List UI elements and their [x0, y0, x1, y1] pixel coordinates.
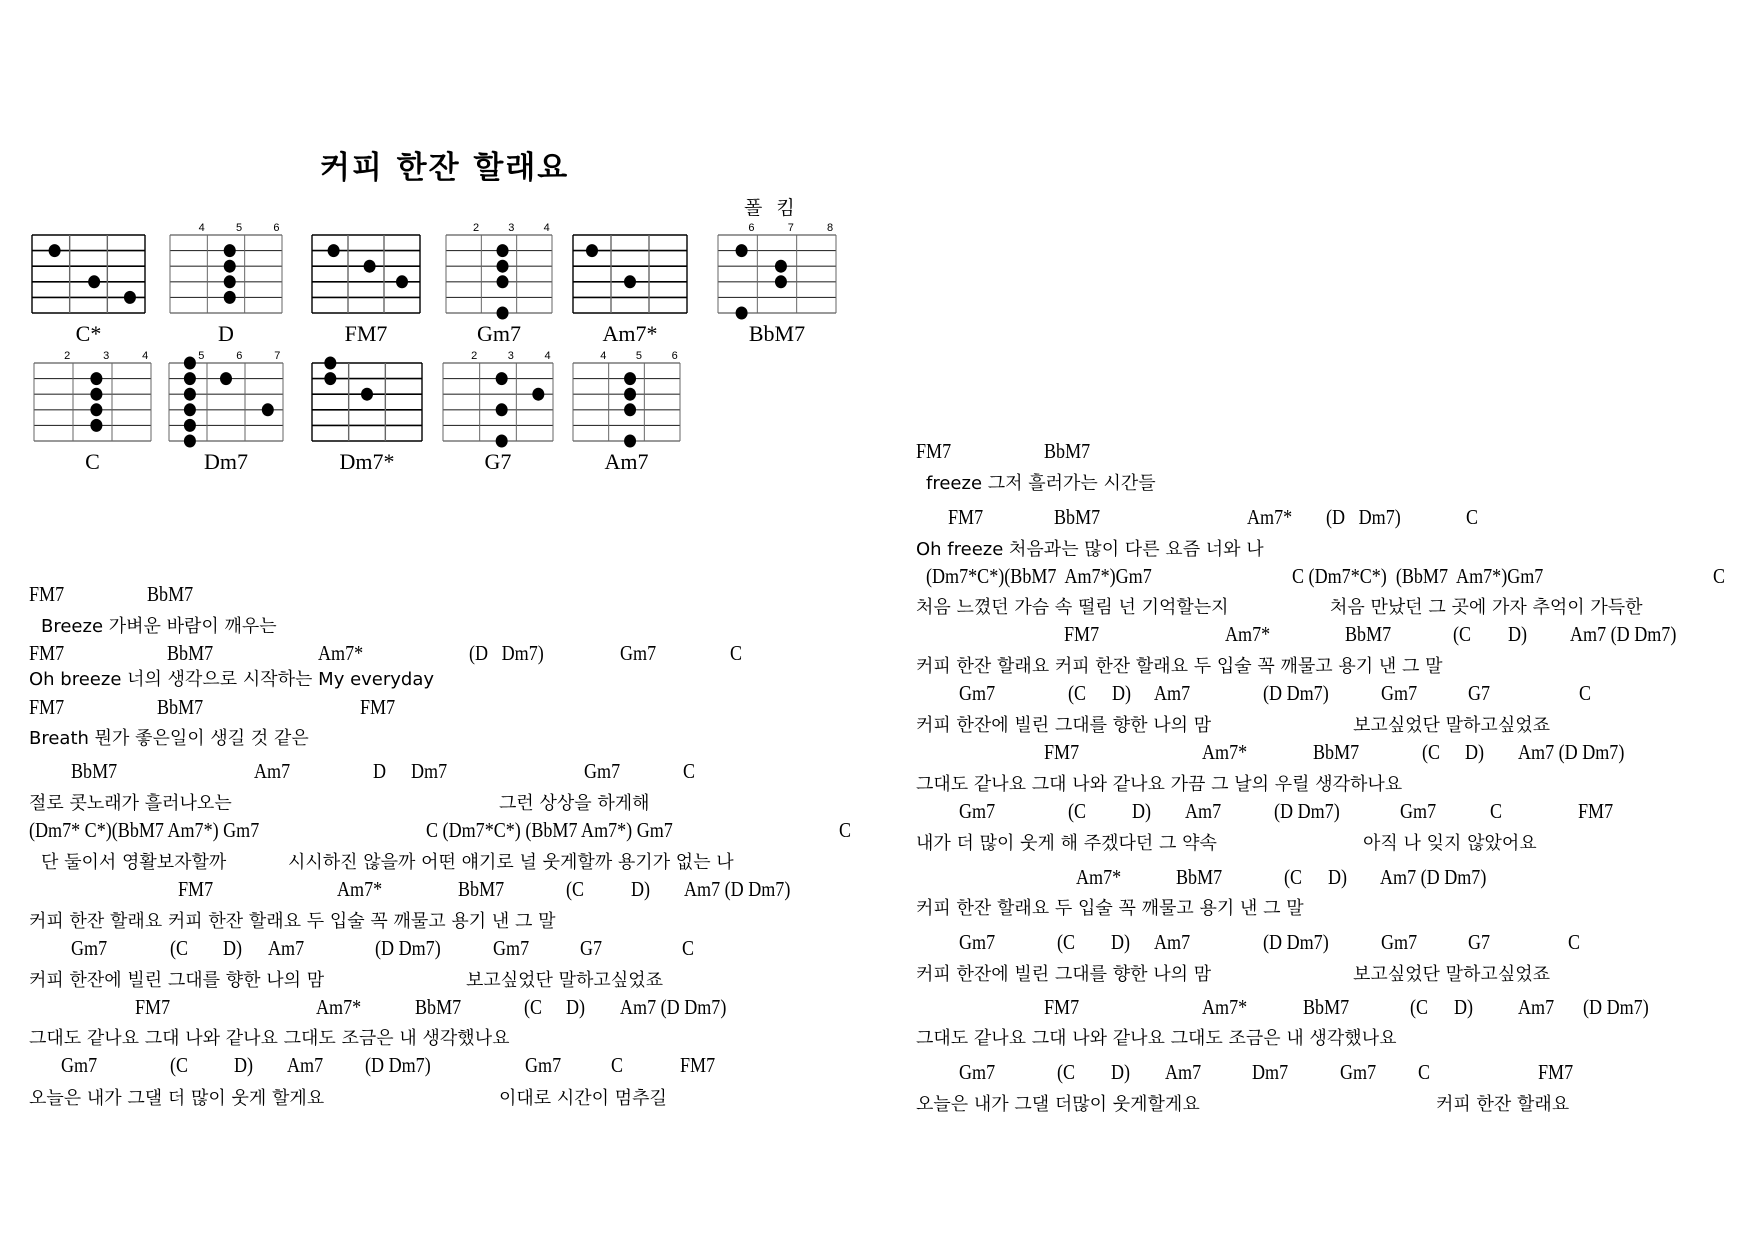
- fret-number: 6: [748, 222, 755, 234]
- chord-symbol: FM7: [1064, 622, 1100, 646]
- finger-dot: [90, 403, 102, 416]
- chord-symbol: FM7: [29, 641, 65, 665]
- finger-dot: [586, 244, 598, 257]
- lyric-text: 절로 콧노래가 흘러나오는: [29, 793, 232, 814]
- chord-symbol: Gm7: [1381, 930, 1418, 954]
- chord-symbol: Dm7: [1252, 1060, 1289, 1084]
- chord-symbol: FM7: [29, 695, 65, 719]
- chord-symbol: FM7: [916, 439, 952, 463]
- chord-symbol: Am7*: [337, 877, 383, 901]
- chord-diagram: [446, 222, 552, 313]
- lyric-text: Oh breeze 너의 생각으로 시작하는 My everyday: [29, 669, 435, 690]
- finger-dot: [496, 435, 508, 448]
- lyric-text: 오늘은 내가 그댈 더많이 웃게할게요: [916, 1094, 1200, 1115]
- lyric-text: 단 둘이서 영활보자할까: [41, 852, 227, 873]
- chord-symbol: BbM7: [1176, 865, 1223, 889]
- fret-number: 4: [600, 350, 607, 362]
- lyric-text: 커피 한잔에 빌린 그대를 향한 나의 맘: [916, 715, 1212, 736]
- lyric-text: Breath 뭔가 좋은일이 생길 것 같은: [29, 728, 309, 749]
- chord-symbol: FM7: [1538, 1060, 1574, 1084]
- chord-symbol: Am7: [268, 936, 305, 960]
- chord-symbol: Dm7: [411, 759, 448, 783]
- chord-name: Dm7*: [339, 449, 395, 474]
- fretboard-grid: [169, 350, 283, 441]
- lyric-text: 커피 한잔 할래요 커피 한잔 할래요 두 입술 꼭 깨물고 용기 낸 그 말: [29, 911, 556, 932]
- chord-symbol: BbM7: [157, 695, 204, 719]
- chord-symbol: FM7: [1578, 799, 1614, 823]
- chord-symbol: D): [1465, 740, 1485, 764]
- chord-symbol: D): [1132, 799, 1152, 823]
- lyric-text: 그대도 같나요 그대 나와 같나요 그대도 조금은 내 생각했나요: [29, 1028, 510, 1049]
- chord-symbol: (D Dm7): [375, 936, 441, 960]
- finger-dot: [220, 372, 232, 385]
- chord-symbol: BbM7: [458, 877, 505, 901]
- chord-symbol: Am7 (D Dm7): [1518, 740, 1625, 764]
- lyric-text: freeze 그저 흘러가는 시간들: [926, 473, 1156, 494]
- chord-symbol: Am7: [1518, 995, 1555, 1019]
- fretboard-grid: [443, 350, 553, 441]
- chord-symbol: (C: [1453, 622, 1472, 646]
- lyric-text: 아직 나 잊지 않았어요: [1363, 833, 1537, 854]
- chord-symbol: G7: [1468, 930, 1491, 954]
- fret-number: 7: [274, 350, 281, 362]
- chord-symbol: Gm7: [959, 799, 996, 823]
- chord-symbol: Am7 (D Dm7): [620, 995, 727, 1019]
- chord-symbol: D): [1111, 1060, 1131, 1084]
- finger-dot: [624, 275, 636, 288]
- chord-symbol: BbM7: [415, 995, 462, 1019]
- fret-number: 5: [635, 350, 643, 362]
- fretboard-grid: [34, 350, 151, 441]
- chord-diagram: [169, 350, 283, 441]
- chord-symbol: D): [1454, 995, 1474, 1019]
- chord-symbol: BbM7: [71, 759, 118, 783]
- fret-number: 2: [471, 350, 478, 362]
- chord-symbol: Gm7: [959, 1060, 996, 1084]
- chord-symbol: D): [1328, 865, 1348, 889]
- fret-number: 4: [543, 222, 550, 234]
- lyric-text: 이대로 시간이 멈추길: [499, 1088, 667, 1109]
- finger-dot: [88, 275, 100, 288]
- finger-dot: [396, 275, 408, 288]
- chord-symbol: Gm7: [61, 1053, 98, 1077]
- chord-symbol: Am7 (D Dm7): [684, 877, 791, 901]
- chord-symbol: Gm7: [584, 759, 621, 783]
- chord-symbol: BbM7: [1044, 439, 1091, 463]
- chord-symbol: Am7*: [1225, 622, 1271, 646]
- chord-symbol: BbM7: [167, 641, 214, 665]
- chord-symbol: Am7*: [316, 995, 362, 1019]
- lyric-text: 커피 한잔에 빌린 그대를 향한 나의 맘: [29, 970, 325, 991]
- chord-symbol: (C: [1410, 995, 1429, 1019]
- song-title: 커피 한잔 할래요: [320, 150, 570, 186]
- finger-dot: [184, 435, 196, 448]
- chord-symbol: (D Dm7): [1326, 505, 1401, 529]
- lyric-text: 보고싶었단 말하고싶었죠: [1353, 715, 1550, 736]
- fretboard-grid: [573, 235, 687, 313]
- chord-symbol: Am7: [1154, 930, 1191, 954]
- lyric-text: 커피 한잔 할래요 두 입술 꼭 깨물고 용기 낸 그 말: [916, 898, 1304, 919]
- chord-symbol: FM7: [360, 695, 396, 719]
- chord-diagram: [32, 235, 145, 313]
- chord-symbol: Am7: [254, 759, 291, 783]
- chord-symbol: D): [566, 995, 586, 1019]
- fretboard-grid: [312, 363, 422, 441]
- finger-dot: [124, 291, 136, 304]
- chord-symbol: Am7: [1154, 681, 1191, 705]
- chord-symbol: G7: [580, 936, 603, 960]
- chord-symbol: Gm7: [959, 681, 996, 705]
- chord-diagram: [312, 235, 420, 313]
- chord-symbol: Am7*: [1202, 995, 1248, 1019]
- chord-symbol: D: [373, 759, 387, 783]
- chord-symbol: BbM7: [1345, 622, 1392, 646]
- chord-symbol: Am7: [287, 1053, 324, 1077]
- finger-dot: [736, 307, 748, 320]
- fret-number: 2: [64, 350, 71, 362]
- finger-dot: [361, 388, 373, 401]
- chord-symbol: C: [611, 1053, 624, 1077]
- finger-dot: [324, 357, 336, 370]
- finger-dot: [624, 388, 636, 401]
- lyric-text: 보고싶었단 말하고싶었죠: [466, 970, 663, 991]
- chord-symbol: C: [1418, 1060, 1431, 1084]
- chord-symbol: (D Dm7): [365, 1053, 431, 1077]
- finger-dot: [184, 403, 196, 416]
- fret-number: 6: [273, 222, 280, 234]
- artist-name: 폴 킴: [744, 197, 799, 219]
- finger-dot: [90, 388, 102, 401]
- finger-dot: [328, 244, 340, 257]
- finger-dot: [496, 372, 508, 385]
- chord-symbol: FM7: [948, 505, 984, 529]
- finger-dot: [497, 260, 509, 273]
- finger-dot: [736, 244, 748, 257]
- finger-dot: [224, 291, 236, 304]
- chord-symbol: (D Dm7): [1583, 995, 1649, 1019]
- finger-dot: [90, 419, 102, 432]
- chord-symbol: FM7: [29, 582, 65, 606]
- finger-dot: [532, 388, 544, 401]
- finger-dot: [624, 435, 636, 448]
- chord-diagram: [312, 363, 422, 441]
- lyric-text: 커피 한잔 할래요 커피 한잔 할래요 두 입술 꼭 깨물고 용기 낸 그 말: [916, 656, 1443, 677]
- chord-symbol: Gm7: [1400, 799, 1437, 823]
- chord-symbol: (C: [566, 877, 585, 901]
- finger-dot: [262, 403, 274, 416]
- finger-dot: [90, 372, 102, 385]
- chord-symbol: Gm7: [959, 930, 996, 954]
- finger-dot: [775, 260, 787, 273]
- chord-symbol: (C: [1422, 740, 1441, 764]
- finger-dot: [184, 388, 196, 401]
- finger-dot: [224, 244, 236, 257]
- chord-symbol: (C: [1068, 799, 1087, 823]
- finger-dot: [224, 260, 236, 273]
- lyric-text: 그런 상상을 하게해: [499, 793, 650, 814]
- chord-symbol: Am7 (D Dm7): [1570, 622, 1677, 646]
- chord-symbol: D): [223, 936, 243, 960]
- chord-symbol: C (Dm7*C*) (BbM7 Am7*) Gm7: [426, 818, 673, 842]
- chord-name: Am7*: [602, 321, 658, 346]
- chord-symbol: C: [1713, 564, 1726, 588]
- chord-symbol: C (Dm7*C*) (BbM7 Am7*)Gm7: [1292, 564, 1544, 588]
- chord-symbol: C: [682, 936, 695, 960]
- finger-dot: [497, 275, 509, 288]
- finger-dot: [364, 260, 376, 273]
- finger-dot: [224, 275, 236, 288]
- lyric-text: 보고싶었단 말하고싶었죠: [1353, 964, 1550, 985]
- chord-symbol: (D Dm7): [469, 641, 544, 665]
- chord-diagram: [573, 350, 680, 441]
- chord-diagram: [573, 235, 687, 313]
- chord-symbol: Gm7: [525, 1053, 562, 1077]
- chord-symbol: (C: [524, 995, 543, 1019]
- chord-symbol: (C: [1068, 681, 1087, 705]
- chord-diagram: [718, 222, 836, 313]
- lyric-text: Breeze 가벼운 바람이 깨우는: [41, 616, 277, 637]
- chord-symbol: C: [730, 641, 743, 665]
- lyric-text: 처음 느꼈던 가슴 속 떨림 넌 기억할는지: [916, 597, 1229, 618]
- chord-symbol: FM7: [1044, 995, 1080, 1019]
- fretboard-grid: [446, 222, 552, 313]
- fretboard-grid: [573, 350, 680, 441]
- chord-symbol: Am7: [1165, 1060, 1202, 1084]
- chord-symbol: Gm7: [1340, 1060, 1377, 1084]
- chord-symbol: Gm7: [493, 936, 530, 960]
- fret-number: 4: [198, 222, 205, 234]
- chord-name: Dm7: [204, 449, 248, 474]
- lyric-text: 커피 한잔에 빌린 그대를 향한 나의 맘: [916, 964, 1212, 985]
- chord-symbol: (C: [1284, 865, 1303, 889]
- finger-dot: [497, 307, 509, 320]
- finger-dot: [624, 403, 636, 416]
- lyric-text: 시시하진 않을까 어떤 얘기로 널 웃게할까 용기가 없는 나: [288, 852, 734, 873]
- fretboard-grid: [718, 222, 836, 313]
- lyric-text: 오늘은 내가 그댈 더 많이 웃게 할게요: [29, 1088, 325, 1109]
- chord-symbol: Am7*: [318, 641, 364, 665]
- chord-symbol: BbM7: [1303, 995, 1350, 1019]
- chord-symbol: BbM7: [1054, 505, 1101, 529]
- lyric-text: 그대도 같나요 그대 나와 같나요 가끔 그 날의 우릴 생각하나요: [916, 774, 1403, 795]
- chord-symbol: Gm7: [71, 936, 108, 960]
- chord-name: FM7: [344, 321, 388, 346]
- chord-symbol: D): [1508, 622, 1528, 646]
- chord-symbol: (Dm7* C*)(BbM7 Am7*) Gm7: [29, 818, 260, 842]
- chord-symbol: FM7: [680, 1053, 716, 1077]
- chord-symbol: Am7: [1185, 799, 1222, 823]
- finger-dot: [497, 244, 509, 257]
- lyric-text: 내가 더 많이 웃게 해 주겠다던 그 약속: [916, 833, 1217, 854]
- fret-number: 3: [103, 350, 110, 362]
- finger-dot: [324, 372, 336, 385]
- lyric-text: Oh freeze 처음과는 많이 다른 요즘 너와 나: [916, 539, 1264, 560]
- lyric-text: 처음 만났던 그 곳에 가자 추억이 가득한: [1330, 597, 1643, 618]
- chord-symbol: Am7*: [1202, 740, 1248, 764]
- chord-symbol: C: [839, 818, 852, 842]
- chord-symbol: C: [683, 759, 696, 783]
- chord-name: Gm7: [477, 321, 521, 346]
- chord-symbol: D): [631, 877, 651, 901]
- chord-symbol: D): [234, 1053, 254, 1077]
- chord-symbol: Am7*: [1247, 505, 1293, 529]
- lyric-text: 그대도 같나요 그대 나와 같나요 그대도 조금은 내 생각했나요: [916, 1028, 1397, 1049]
- fret-number: 4: [142, 350, 149, 362]
- chord-symbol: FM7: [178, 877, 214, 901]
- chord-symbol: BbM7: [147, 582, 194, 606]
- finger-dot: [184, 357, 196, 370]
- chord-diagram: [34, 350, 151, 441]
- chord-name: G7: [484, 449, 512, 474]
- chord-symbol: Gm7: [620, 641, 657, 665]
- chord-symbol: (D Dm7): [1274, 799, 1340, 823]
- chord-name: C: [85, 449, 100, 474]
- chord-diagram: [443, 350, 553, 441]
- finger-dot: [624, 372, 636, 385]
- chord-symbol: (D Dm7): [1263, 930, 1329, 954]
- finger-dot: [775, 275, 787, 288]
- chord-diagram: [170, 222, 282, 313]
- chord-name: D: [218, 321, 234, 346]
- fretboard-grid: [170, 222, 282, 313]
- chord-symbol: Am7 (D Dm7): [1380, 865, 1487, 889]
- chord-symbol: (C: [1057, 930, 1076, 954]
- chord-symbol: BbM7: [1313, 740, 1360, 764]
- chord-symbol: (C: [1057, 1060, 1076, 1084]
- chord-symbol: C: [1579, 681, 1592, 705]
- chord-symbol: C: [1568, 930, 1581, 954]
- fret-number: 3: [507, 350, 514, 362]
- finger-dot: [49, 244, 61, 257]
- fret-number: 8: [827, 222, 834, 234]
- chord-symbol: (D Dm7): [1263, 681, 1329, 705]
- chord-symbol: (C: [170, 1053, 189, 1077]
- chord-symbol: D): [1112, 681, 1132, 705]
- finger-dot: [184, 419, 196, 432]
- fret-number: 6: [671, 350, 678, 362]
- chord-symbol: FM7: [1044, 740, 1080, 764]
- chord-symbol: FM7: [135, 995, 171, 1019]
- chord-symbol: C: [1490, 799, 1503, 823]
- fret-number: 4: [544, 350, 551, 362]
- lyric-text: 커피 한잔 할래요: [1436, 1094, 1570, 1115]
- fret-number: 5: [198, 350, 205, 362]
- chord-symbol: (Dm7*C*)(BbM7 Am7*)Gm7: [926, 564, 1152, 588]
- chord-symbol: (C: [170, 936, 189, 960]
- fret-number: 6: [236, 350, 243, 362]
- fret-number: 2: [472, 222, 480, 234]
- fretboard-grid: [312, 235, 420, 313]
- chord-symbol: Gm7: [1381, 681, 1418, 705]
- chord-symbol: G7: [1468, 681, 1491, 705]
- chord-name: BbM7: [748, 321, 806, 346]
- finger-dot: [184, 372, 196, 385]
- chord-name: Am7: [604, 449, 649, 474]
- fret-number: 3: [508, 222, 515, 234]
- fret-number: 5: [236, 222, 243, 234]
- fret-number: 7: [787, 222, 794, 234]
- finger-dot: [496, 403, 508, 416]
- chord-symbol: C: [1466, 505, 1479, 529]
- chord-symbol: Am7*: [1076, 865, 1122, 889]
- fretboard-grid: [32, 235, 145, 313]
- chord-name: C*: [75, 321, 102, 346]
- chord-symbol: D): [1111, 930, 1131, 954]
